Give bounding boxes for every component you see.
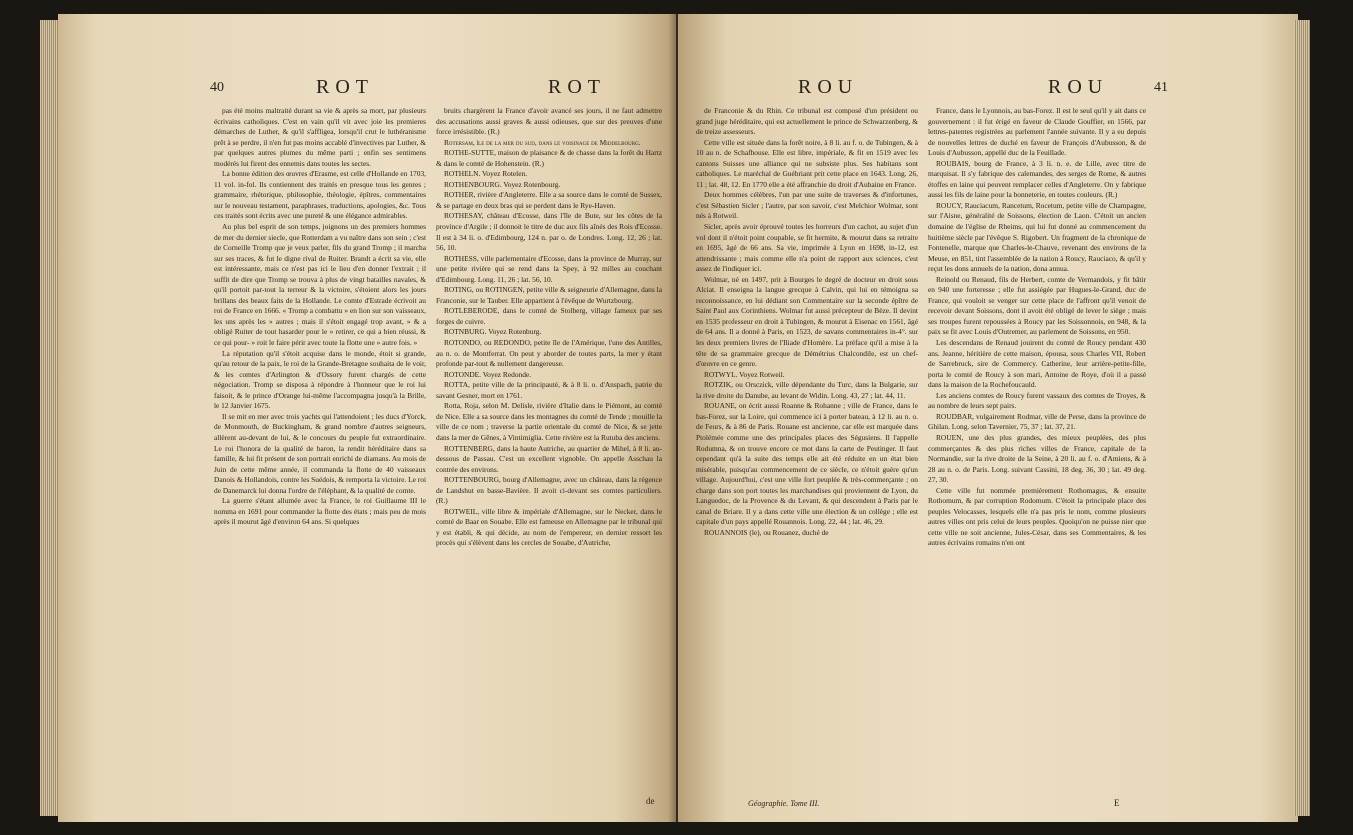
paragraph: Les descendans de Renaud jouirent du comté de Roucy pendant 430 ans. Jeanne, héritière de cette maison, épousa, sous Charles VII, Robert de Sarrebruck, sire de Commercy. Catherine, leur arrière-petite-fille, porta le comté de Roucy à son mari, Antoine de Roye, d'où il a passé dans la maison de la Rochefoucauld. — [928, 338, 1146, 390]
left-column-2 — [436, 106, 662, 810]
entry: Rotta, Roja, selon M. Delisle, rivière d'Italie dans le Piémont, au comté de Nice. Elle a sa source dans les montagnes du comté de Tende ; mouille la ville de ce nom ; traverse la partie orientale du comté de Nice, & se jette dans la mer de Gênes, à Vintimiglia. Cette rivière est la Rutuba des anciens. — [436, 401, 662, 442]
signature-mark: E — [1114, 798, 1120, 808]
left-running-title-secondary: ROT — [548, 76, 606, 98]
entry: ROTWEIL, ville libre & impériale d'Allemagne, sur le Necker, dans le comté de Baar en Souabe. Elle est fameuse en Allemagne par le tribunal qui y est établi, & qui décide, au nom de l'empereur, en dernier ressort les procès qui s'élèvent dans les cercles de Souabe, d'Autriche, — [436, 506, 662, 548]
entry: ROTING, ou ROTINGEN, petite ville & seigneurie d'Allemagne, dans la Franconie, sur le Tauber. Elle appartient à l'évêque de Wurtzbourg. — [436, 285, 662, 305]
paragraph: La bonne édition des œuvres d'Erasme, est celle d'Hollande en 1703, 11 vol. in-fol. Ils contiennent des traités en presque tous les genres ; grammaire, rhétorique, philosophie, théologie, épîtres, commentaires sur le nouveau testament, paraphrases, traductions, apologies, &c. Tous ces traités sont écrits avec une pureté & une élégance admirables. — [214, 169, 426, 221]
paragraph: Cette ville est située dans la forêt noire, à 8 li. au f. o. de Tubingen, & à 10 au n. de Schafhouse. Elle est libre, impériale, & fit en 1519 avec les cantons Suisses une alliance qui ne subsiste plus. Ses habitans sont catholiques. Le maréchal de Guébriant prit cette place en 1643. Long. 26, 11 ; lat. 48, 12. En 1770 elle a été affranchie du droit d'Aubaine en France. — [696, 137, 918, 189]
left-page-text — [58, 106, 676, 810]
entry: Rotersam, île de la mer du sud, dans le voisinage de Middelbourg. — [444, 137, 641, 147]
paragraph: La guerre s'étant allumée avec la France, le roi Guillaume III le nomma en 1691 pour commander la flotte des états ; mais peu de mois après il mourut âgé d'environ 64 ans. Si quelques — [214, 496, 426, 527]
right-running-title-secondary: ROU — [798, 76, 859, 98]
paragraph: Il se mit en mer avec trois yachts qui l'attendoient ; les ducs d'Yorck, de Monmouth, de Buckingham, & grand nombre d'autres seigneurs, allèrent au-devant de lui, & le concours du peuple fut extraordinaire. Le roi l'honora de la qualité de baron, la rendit héréditaire dans sa famille, & lui fit présent de son portrait enrichi de diamans. Au mois de Juin de cette même année, il commanda la flotte de 40 vaisseaux Danois & Hollandois, contre les Suédois, & remporta la victoire. Le roi de Danemarck lui donna l'ordre de l'éléphant, & la qualité de comte. — [214, 411, 426, 495]
entry: ROTZIK, ou Orsczick, ville dépendante du Turc, dans la Bulgarie, sur la rive droite du Danube, au levant de Widin. Long. 43, 27 ; lat. 44, 11. — [696, 380, 918, 400]
entry: ROTHE-SUTTE, maison de plaisance & de chasse dans la forêt du Hartz & dans le comté de Hohenstein. (R.) — [436, 148, 662, 168]
paragraph: La réputation qu'il s'étoit acquise dans le monde, étoit si grande, qu'au retour de la paix, le roi de la Grande-Bretagne souhaita de le voir, & les comtes d'Arlington & d'Ossory furent chargés de cette négociation. Tromp se disposa à répondre à l'honneur que le roi lui faisoit, & le prince d'Orange lui-même l'accompagna jusqu'à la Brille, le 12 Janvier 1675. — [214, 348, 426, 411]
page-edges-left — [40, 20, 60, 816]
entry: ROUDBAR, vulgairement Rodmar, ville de Perse, dans la province de Ghilan. Long. selon Tavernier, 75, 37 ; lat. 37, 21. — [928, 411, 1146, 432]
right-page — [678, 14, 1298, 822]
paragraph: Les anciens comtes de Roucy furent vassaux des comtes de Troyes, & au nombre de leurs sept pairs. — [928, 390, 1146, 411]
paragraph: Cette ville fut nommée premièrement Rothomagus, & ensuite Rothomum, & par corruption Rodomum. C'étoit la principale place des peuples Velocasses, lesquels elle n'a pas pris le nom, comme plusieurs autres villes ont pris celui de leurs peuples. Quoiqu'on ne puisse nier que cette ville ne soit ancienne, Jules-César, dans ses Commentaires, & les autres écrivains romains n'en ont — [928, 485, 1146, 548]
entry: ROUEN, une des plus grandes, des mieux peuplées, des plus commerçantes & des plus riches villes de France, capitale de la Normandie, sur la rive droite de la Seine, à 20 li. au f. o. d'Amiens, & à 28 au n. o. de Paris. Long. suivant Cassini, 18 deg. 36, 30 ; lat. 49 deg. 27, 30. — [928, 432, 1146, 485]
right-column-1 — [696, 106, 918, 810]
entry: ROTHESS, ville parlementaire d'Ecosse, dans la province de Murray, sur une petite rivière qui se rend dans la Spey, à 92 milles au couchant d'Edimbourg. Long. 11, 26 ; lat. 56, 10. — [436, 253, 662, 284]
paragraph: de Franconie & du Rhin. Ce tribunal est composé d'un président ou grand juge héréditaire, qui est actuellement le prince de Schwarzenberg, & de treize assesseurs. — [696, 106, 918, 137]
paragraph: Deux hommes célèbres, l'un par une suite de traverses & d'infortunes, c'est Sébastien Sicler ; l'autre, par son savoir, c'est Melchior Wolmar, sont nés à Rotweil. — [696, 190, 918, 221]
open-book — [58, 14, 1298, 832]
page-edges-right — [1294, 20, 1310, 816]
paragraph: France, dans le Lyonnois, au bas-Forez. Il est le seul qu'il y ait dans ce gouvernement : il fut érigé en faveur de Claude Gouffier, en 1566, par lettres-patentes registrées au parlement l'année suivante. Il y a eu depuis de nouvelles lettres de duché en faveur de François d'Aubusson, & de Louis d'Aubusson, appellé duc de la Feuillade. — [928, 106, 1146, 158]
entry: ROTHENBOURG. Voyez Rotenbourg. — [444, 179, 561, 189]
left-page — [58, 14, 676, 822]
entry: ROTONDE. Voyez Redonde. — [444, 369, 532, 379]
entry: ROTLEBERODE, dans le comté de Stolberg, village fameux par ses forges de cuivre. — [436, 306, 662, 326]
entry: ROTTA, petite ville de la principauté, & à 8 li. o. d'Anspach, patrie du savant Gesner, mort en 1761. — [436, 380, 662, 400]
left-page-header — [58, 76, 676, 100]
entry: ROUCY, Rauciacum, Rancetum, Rocetum, petite ville de Champagne, sur l'Aisne, généralité de Soissons, élection de Laon. C'étoit un ancien domaine de l'église de Rheims, qui lui fut donné au commencement du huitième siècle par l'évêque S. Rigobert. Un fragment de la chronique de Fontenelle, marque que Charles-le-Chauve, revenant des environs de la Meuse, en 851, tint l'assemblée de la nation à Roucy, Rauciaco, & qu'il y reçut les dons annuels de la nation, dona annua. — [928, 200, 1146, 274]
left-column-1 — [214, 106, 426, 810]
entry: ROTTENBERG, dans la haute Autriche, au quartier de Mihel, à 8 li. au-dessous de Passau. C'est un excellent vignoble. On appelle Asschau la contrée des environs. — [436, 443, 662, 474]
entry: ROUANE, on écrit aussi Roanne & Rohanne ; ville de France, dans le bas-Forez, sur la Loire, qui commence ici à porter bateau, à 12 li. au n. o. de Feurs, & à 86 de Paris. Rouane est ancienne, car elle est marquée dans Ptolémée comme une des principales places des Ségusiens. Il l'appelle Rodumna, & on trouve encore ce mot dans la carte de Peutinger. Il faut cependant qu'à la suite des temps elle ait été réduite en un état bien misérable, puisqu'au commencement de ce siècle, ce n'étoit guère qu'un village. Aujourd'hui, c'est une ville fort peuplée & très-commerçante ; on charge dans son port toutes les marchandises qui proviennent de Lyon, du Languedoc, de la Provence & du Levant, & qui descendent à Paris par le canal de Briare. Il y a dans cette ville une élection & un collège ; elle est capitale d'un pays appellé Rouannois. Long. 22, 44 ; lat. 46, 29. — [696, 401, 918, 527]
signature-line: Géographie. Tome III. — [748, 799, 820, 808]
right-page-text — [678, 106, 1298, 810]
left-catchword: de — [646, 796, 655, 806]
right-page-header — [678, 76, 1298, 100]
paragraph: Au plus bel esprit de son temps, joignons un des premiers hommes de mer du dernier siecle, que Rotterdam a vu naître dans son sein ; c'est de Corneille Tromp que je veux parler, fils du grand Tromp ; il marcha sur ses traces, & fut le digne rival de Ruiter. Brandt a écrit sa vie, elle est intéressante, mais ce n'est pas ici le lieu d'en donner l'extrait ; il suffit de dire que Tromp se trouva à plus de vingt batailles navales, & qu'il portoit par-tout la terreur & la victoire, s'étoient alors les jours brillans des beaux faits de la Hollande. Le comte d'Estrade écrivoit au roi de France en 1666. « Tromp a combattu » en lion sur son vaisseaux, les uns après les » autres ; mais il s'étoit engagé trop avant, » & a obligé Ruiter de tout hasarder pour le » retirer, ce qui a bien réussi, & ce qui pour- » roit le faire périr avec toute la flotte une » autre fois. » — [214, 222, 426, 348]
entry: ROTTENBOURG, bourg d'Allemagne, avec un château, dans la régence de Landshut en basse-Bavière. Il avoit ci-devant ses comtes particuliers. (R.) — [436, 475, 662, 506]
entry: ROUBAIS, bourg de France, à 3 li. n. e. de Lille, avec titre de marquisat. Il s'y fabrique des calemandes, des serges de Rome, & autres étoffes en laine qui peuvent remplacer celles d'Angleterre. On y fabrique aussi les fils de laine pour la bonneterie, en toutes couleurs. (R.) — [928, 158, 1146, 200]
entry: ROTWYL. Voyez Rotweil. — [704, 369, 785, 379]
entry: ROUANNOIS (le), ou Rouanez, duché de — [704, 527, 829, 537]
paragraph: bruits chargèrent la France d'avoir avancé ses jours, il ne faut admettre des accusations aussi graves & aussi odieuses, que sur des preuves d'une force irrésistible. (R.) — [436, 106, 662, 137]
entry: ROTNBURG. Voyez Rotenburg. — [444, 327, 542, 337]
paragraph: Wolmar, né en 1497, prit à Bourges le degré de docteur en droit sous Alciat. Il enseigna la langue grecque à Calvin, qui lui en témoigna sa reconnoissance, en lui dédiant son Commentaire sur la seconde épître de Saint Paul aux Corinthiens. Wolmar fut aussi précepteur de Bèze. Il devint en 1535 professeur en droit à Tubingen, & mourut à Eisenac en 1561, âgé de 64 ans. Il a donné à Paris, en 1523, de savans commentaires in-4°. sur les deux premiers livres de l'Iliade d'Homère. La préface qu'il a mise à la tête de sa grammaire grecque de Démétrius Chalcondile, est un chef-d'œuvre en ce genre. — [696, 274, 918, 369]
paragraph: Sicler, après avoir éprouvé toutes les horreurs d'un cachot, au sujet d'un vol dont il n'étoit point coupable, se fit hermite, & mourut dans sa retraite en 1695, âgé de 66 ans. Sa vie, imprimée à Lyon en 1698, in-12, est attendrissante ; mais comme elle n'a point de rapport aux sciences, c'est assez de l'indiquer ici. — [696, 222, 918, 274]
entry: ROTHELN. Voyez Rotelen. — [444, 169, 528, 179]
left-page-number: 40 — [210, 80, 224, 95]
left-running-title: ROT — [316, 76, 374, 98]
right-page-number: 41 — [1154, 80, 1168, 95]
entry: ROTONDO, ou REDONDO, petite île de l'Amérique, l'une des Antilles, au n. o. de Montferrat. On peut y aborder de toutes parts, la mer y étant profonde par-tout & nullement dangereuse. — [436, 338, 662, 369]
entry: ROTHER, rivière d'Angleterre. Elle a sa source dans le comté de Sussex, & se partage en deux bras qui se perdent dans le Rye-Haven. — [436, 190, 662, 210]
paragraph: Reinold ou Renaud, fils de Herbert, comte de Vermandois, y fit bâtir en 940 une forteresse ; elle fut assiégée par Hugues-le-Grand, duc de France, qui vouloit se venger sur cette place de l'affront qu'il venoit de recevoir devant Soissons, dont il avoit été obligé de lever le siège ; mais ses troupes furent repoussées à Roucy par les Soissonnois, en 948, & la paix se fit avec Louis d'Outremer, au parlement de Soissons, en 950. — [928, 274, 1146, 337]
paragraph: pas été moins maltraité durant sa vie & après sa mort, par plusieurs écrivains catholiques. C'est en vain qu'il vit avec joie les premieres démarches de Luther, & qu'il s'affligea, lorsqu'il crut le luthéranisme prêt à se perdre, il n'en fut pas moins accablé d'invectives par Luther, & par quelques autres plumes du même parti ; enfin ses sentimens modérés lui firent des ennemis dans toutes les sectes. — [214, 106, 426, 168]
right-running-title: ROU — [1048, 76, 1109, 98]
right-column-2 — [928, 106, 1146, 810]
entry: ROTHESAY, château d'Ecosse, dans l'île de Bute, sur les côtes de la province d'Argile ; il donnoit le titre de duc aux fils aînés des Rois d'Ecosse. Il est à 34 li. o. d'Edimbourg, 124 n. par o. de Londres. Long. 12, 26 ; lat. 56, 10. — [436, 211, 662, 253]
